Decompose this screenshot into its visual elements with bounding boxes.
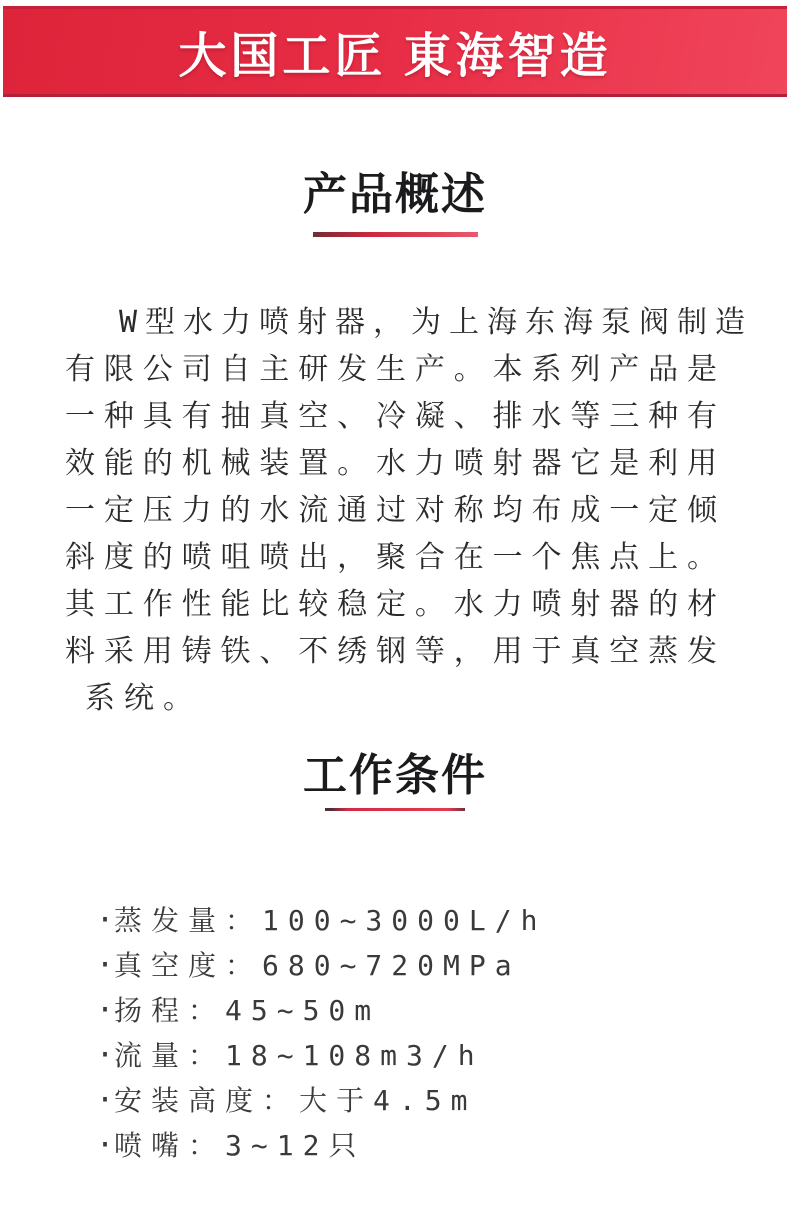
spec-item [96, 898, 790, 943]
spec-text: 喷嘴：3~12只 [114, 1129, 366, 1162]
bullet-icon: · [96, 1083, 115, 1118]
paragraph-line: 效能的机械装置。水力喷射器它是利用 [65, 446, 725, 481]
bullet-icon: · [96, 948, 115, 983]
paragraph-line: 料采用铸铁、不绣钢等，用于真空蒸发 [65, 634, 725, 669]
paragraph-line: 一种具有抽真空、冷凝、排水等三种有 [65, 399, 725, 434]
bullet-icon: · [96, 1128, 115, 1163]
bullet-icon: · [96, 993, 115, 1028]
spec-text: 流量：18~108m3/h [114, 1039, 484, 1072]
paragraph-line: 其工作性能比较稳定。水力喷射器的材 [65, 587, 725, 622]
section-heading-overview: 产品概述 [303, 170, 487, 219]
conditions-heading-underline [325, 808, 465, 811]
spec-item [96, 1078, 790, 1123]
banner-title: 大国工匠 東海智造 [178, 30, 612, 83]
spec-list [0, 898, 790, 1168]
spec-item [96, 1033, 790, 1078]
spec-text: 真空度：680~720MPa [114, 949, 521, 982]
paragraph-line: 一定压力的水流通过对称均布成一定倾 [65, 493, 725, 528]
spec-text: 蒸发量：100~3000L/h [114, 904, 547, 937]
overview-heading-underline [313, 232, 478, 237]
bullet-icon: · [96, 1038, 115, 1073]
spec-item [96, 1123, 790, 1168]
spec-text: 扬程：45~50m [114, 994, 381, 1027]
spec-text: 安装高度：大于4.5m [114, 1084, 477, 1117]
section-heading-conditions: 工作条件 [303, 751, 487, 800]
bullet-icon: · [96, 903, 115, 938]
spec-item [96, 943, 790, 988]
paragraph-line: 系统。 [85, 681, 202, 716]
product-description [65, 299, 754, 722]
top-banner [3, 6, 787, 97]
product-detail-page [0, 6, 790, 1220]
paragraph-line: W型水力喷射器，为上海东海泵阀制造 [119, 305, 754, 340]
paragraph-line: 斜度的喷咀喷出，聚合在一个焦点上。 [65, 540, 725, 575]
spec-item [96, 988, 790, 1033]
paragraph-line: 有限公司自主研发生产。本系列产品是 [65, 352, 725, 387]
